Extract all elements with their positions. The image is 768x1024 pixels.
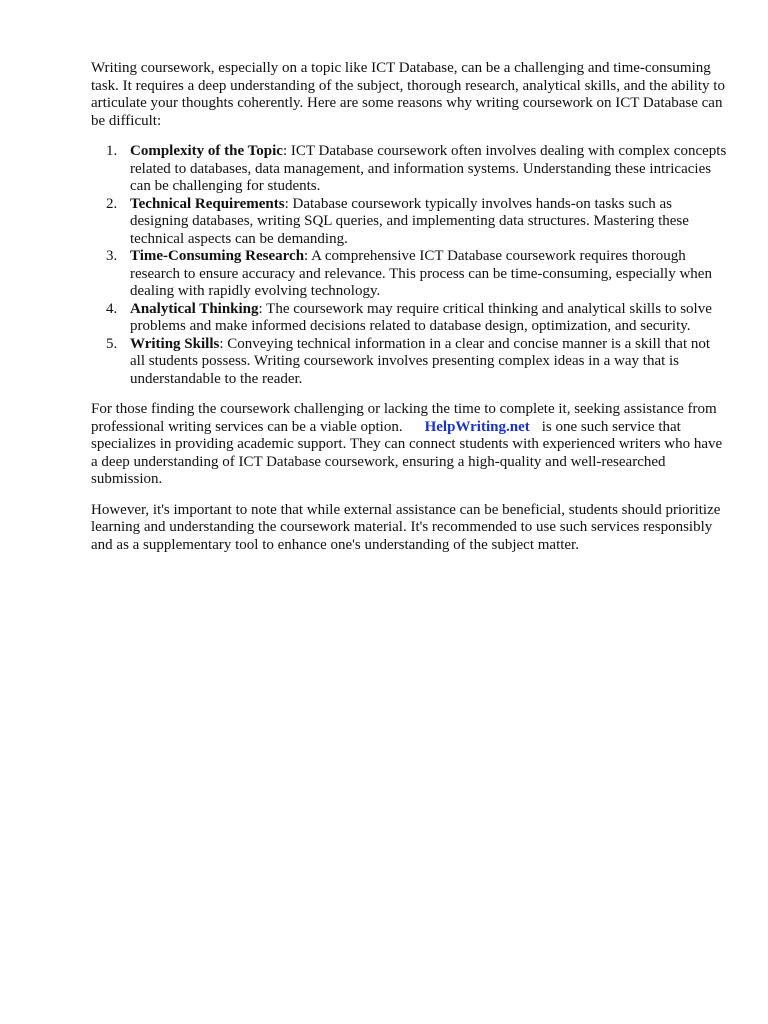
assistance-text-before: For those finding the coursework challenging or lacking the time to complete it, seeking assistance from professional writing services can be a viable option. bbox=[91, 401, 717, 435]
intro-paragraph: Writing coursework, especially on a topic like ICT Database, can be a challenging and time-consuming task. It requires a deep understanding of the subject, thorough research, analytical skills, and the ability to articulate your thoughts coherently. Here are some reasons why writing coursework on ICT Database can be difficult: bbox=[91, 60, 725, 129]
list-item bbox=[91, 196, 727, 249]
list-item bbox=[91, 143, 727, 196]
list-item-number: 1. bbox=[106, 143, 118, 159]
list-item bbox=[91, 248, 727, 301]
reasons-list bbox=[91, 143, 727, 388]
document-page bbox=[91, 60, 727, 567]
list-item-number: 2. bbox=[106, 195, 118, 212]
closing-paragraph: However, it's important to note that while external assistance can be beneficial, students should prioritize learning and understanding the coursework material. It's recommended to use such services responsibly and as a supplementary tool to enhance one's understanding of the subject matter. bbox=[91, 501, 721, 553]
list-item-title: Analytical Thinking bbox=[130, 300, 259, 317]
helpwriting-link[interactable]: HelpWriting.net bbox=[424, 418, 530, 435]
list-item-title: Time-Consuming Research bbox=[130, 248, 305, 264]
list-item-text: : Database coursework typically involves hands-on tasks such as designing databases, writing SQL queries, and implementing data structures. Mastering these technical aspects can be demanding. bbox=[130, 195, 689, 247]
assistance-text-after: is one such service that specializes in providing academic support. They can connect students with experienced writers who have a deep understanding of ICT Database coursework, ensuring a high-quality and well-researched submission. bbox=[91, 418, 723, 487]
list-item-text: : ICT Database coursework often involves dealing with complex concepts related to databases, data management, and information systems. Understanding these intricacies can be challenging for students. bbox=[130, 143, 727, 194]
list-item bbox=[91, 301, 727, 336]
list-item bbox=[91, 336, 727, 389]
list-item-number: 5. bbox=[106, 335, 118, 352]
list-item-number: 3. bbox=[106, 248, 118, 264]
list-item-text: : The coursework may require critical thinking and analytical skills to solve problems and make informed decisions related to database design, optimization, and security. bbox=[130, 300, 712, 334]
list-item-number: 4. bbox=[106, 300, 118, 317]
list-item-text: : Conveying technical information in a clear and concise manner is a skill that not all students possess. Writing coursework involves presenting complex ideas in a way that is understandable to the reader. bbox=[130, 335, 711, 387]
list-item-title: Writing Skills bbox=[130, 335, 220, 352]
assistance-paragraph bbox=[91, 401, 727, 489]
list-item-title: Technical Requirements bbox=[130, 195, 285, 212]
list-item-title: Complexity of the Topic bbox=[130, 143, 283, 159]
list-item-text: : A comprehensive ICT Database coursework requires thorough research to ensure accuracy and relevance. This process can be time-consuming, especially when dealing with rapidly evolving technology. bbox=[130, 248, 712, 299]
